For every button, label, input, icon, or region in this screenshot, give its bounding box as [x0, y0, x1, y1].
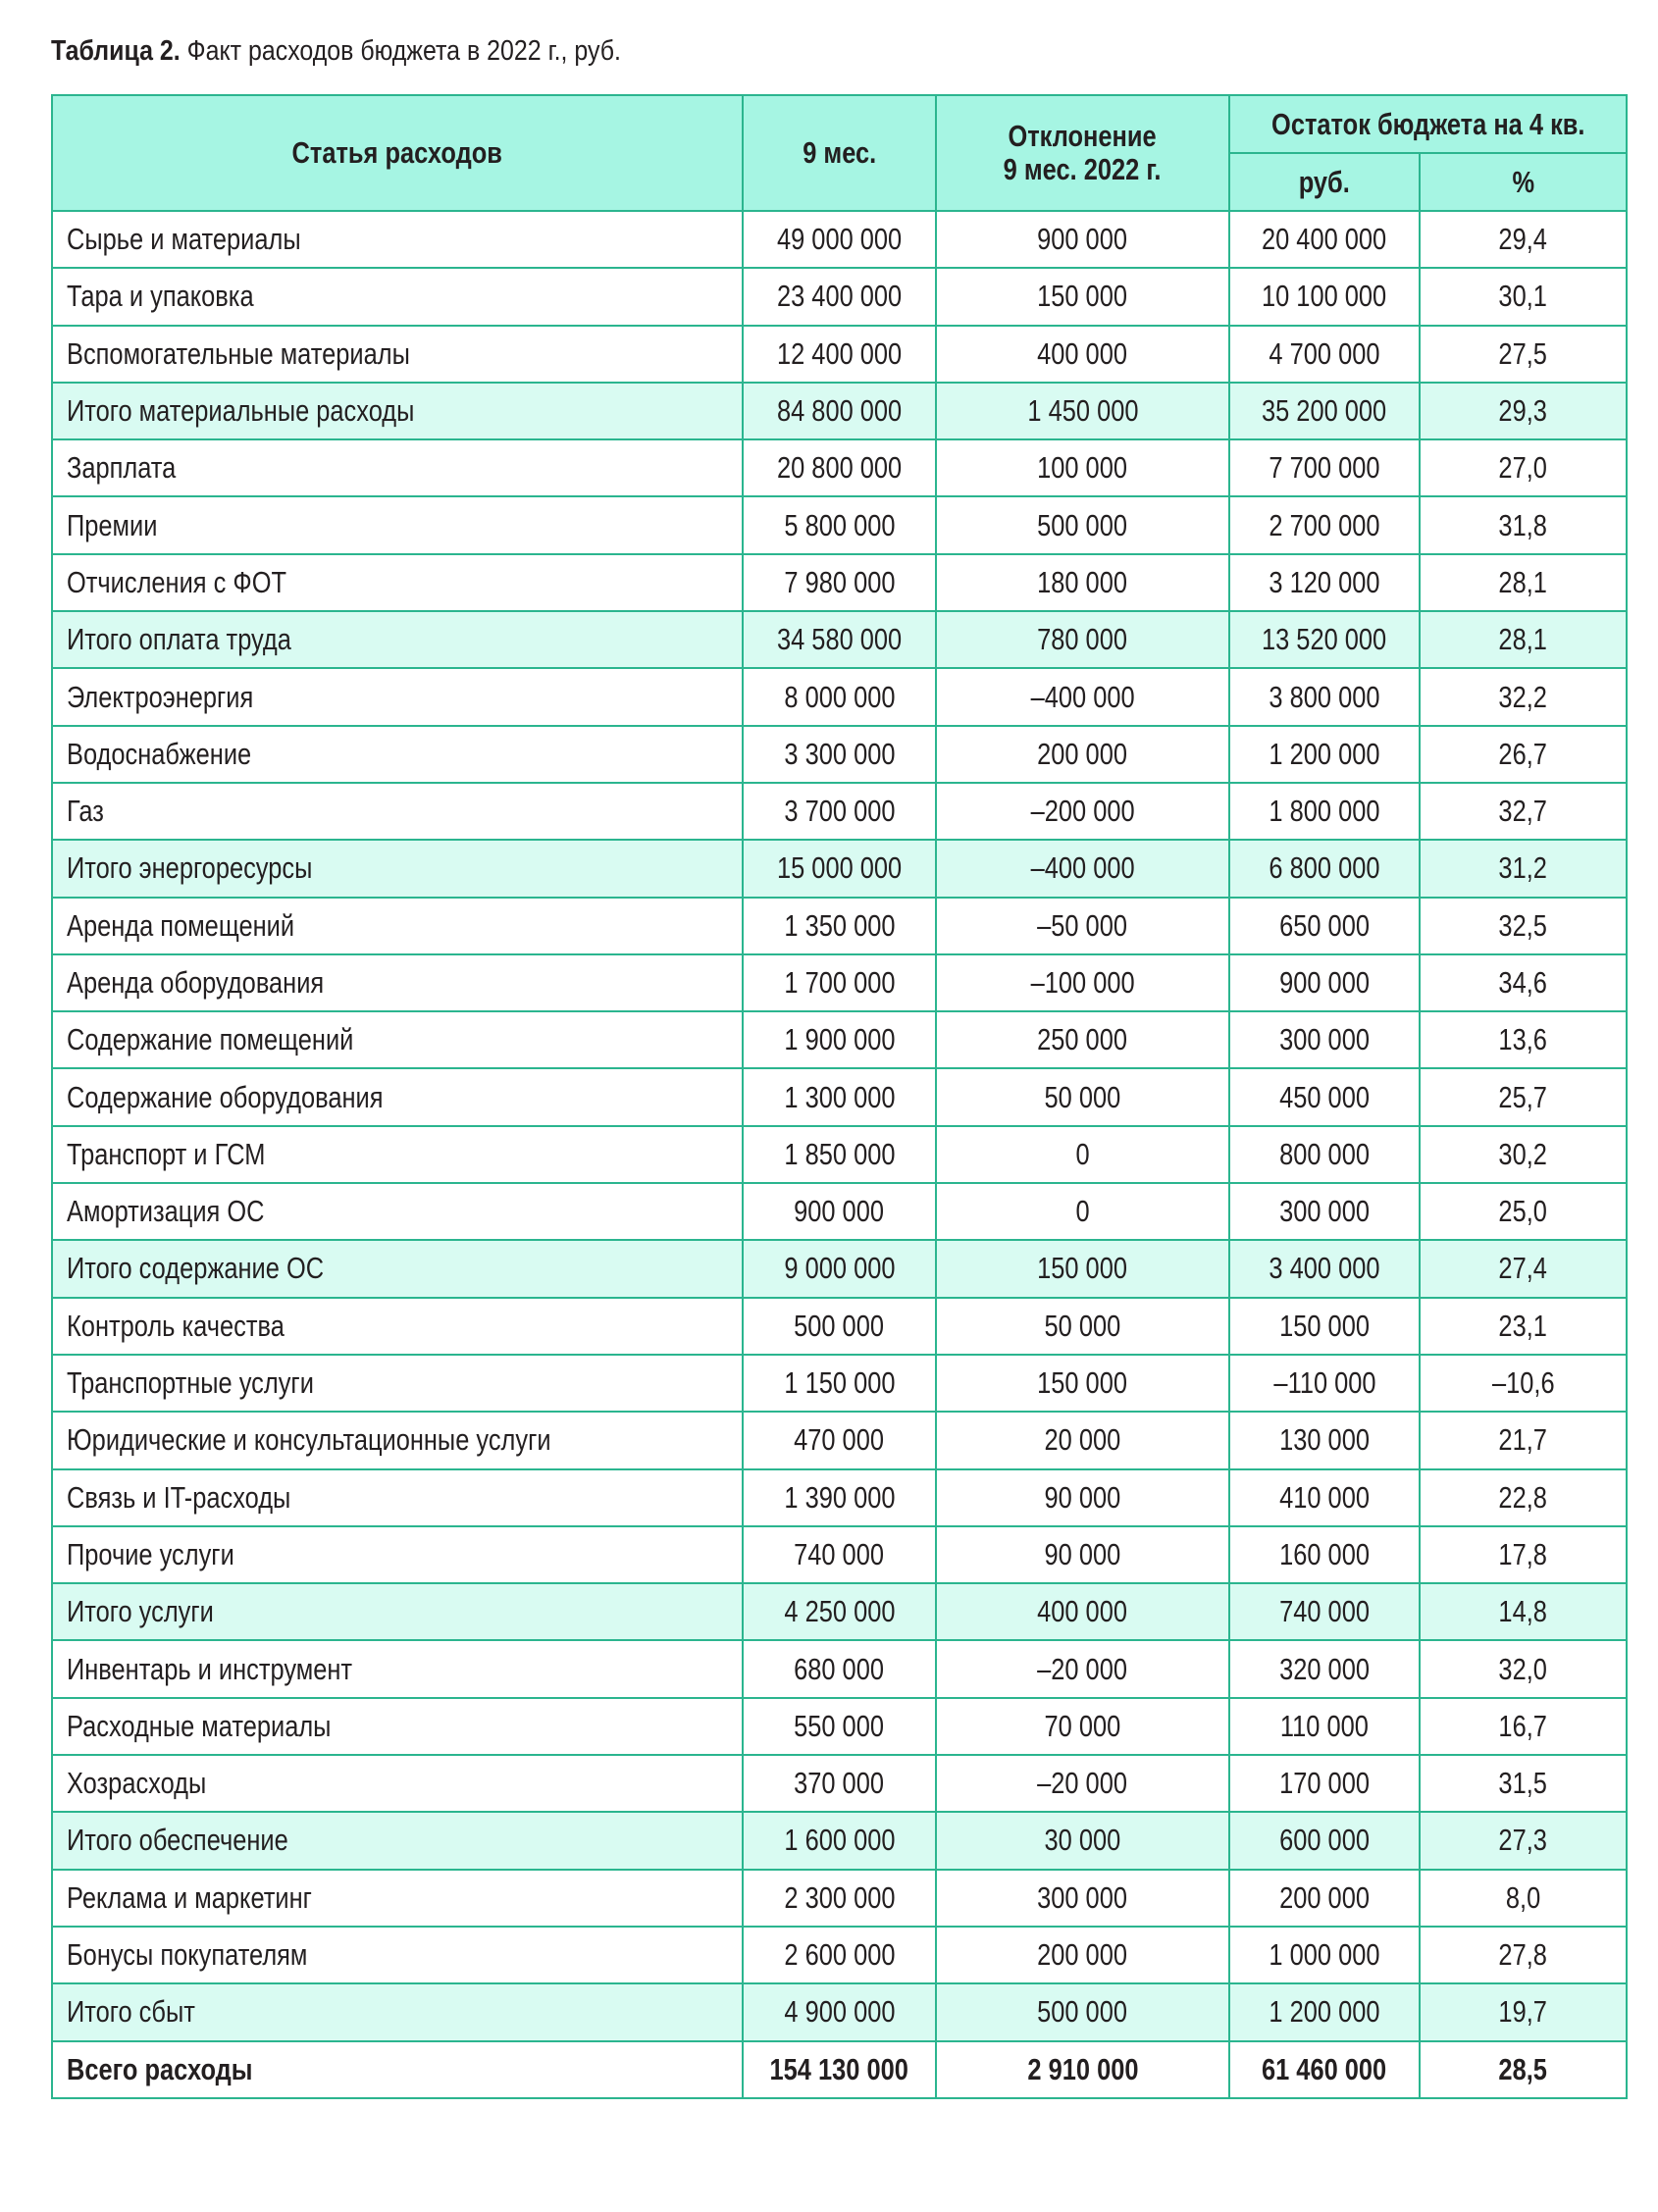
cell-item-name: Реклама и маркетинг: [52, 1870, 743, 1927]
table-row: [52, 1640, 1627, 1697]
cell-deviation: –20 000: [936, 1755, 1229, 1812]
cell-deviation: –400 000: [936, 668, 1229, 725]
cell-item-name: Итого услуги: [52, 1583, 743, 1640]
cell-remainder-percent: 21,7: [1420, 1412, 1627, 1468]
header-deviation: [936, 95, 1229, 211]
cell-remainder-percent: 34,6: [1420, 954, 1627, 1011]
cell-nine-months: 23 400 000: [743, 268, 936, 325]
cell-item-name: Итого энергоресурсы: [52, 840, 743, 897]
cell-item-name: Газ: [52, 783, 743, 840]
cell-deviation: 100 000: [936, 439, 1229, 496]
cell-remainder-rub: 320 000: [1229, 1640, 1420, 1697]
cell-nine-months: 370 000: [743, 1755, 936, 1812]
cell-deviation: 90 000: [936, 1469, 1229, 1526]
cell-item-name: Хозрасходы: [52, 1755, 743, 1812]
cell-remainder-percent: 27,8: [1420, 1927, 1627, 1983]
cell-nine-months: 8 000 000: [743, 668, 936, 725]
cell-remainder-percent: 29,3: [1420, 383, 1627, 439]
table-row: [52, 268, 1627, 325]
cell-remainder-percent: 14,8: [1420, 1583, 1627, 1640]
cell-nine-months: 470 000: [743, 1412, 936, 1468]
subtotal-row: [52, 1983, 1627, 2040]
caption-text: Факт расходов бюджета в 2022 г., руб.: [180, 35, 621, 67]
cell-remainder-percent: 31,2: [1420, 840, 1627, 897]
cell-nine-months: 4 250 000: [743, 1583, 936, 1640]
cell-remainder-percent: 22,8: [1420, 1469, 1627, 1526]
cell-remainder-rub: 1 000 000: [1229, 1927, 1420, 1983]
budget-table: [51, 94, 1628, 2099]
cell-item-name: Амортизация ОС: [52, 1183, 743, 1240]
cell-deviation: 180 000: [936, 554, 1229, 611]
subtotal-row: [52, 611, 1627, 668]
cell-deviation: 0: [936, 1183, 1229, 1240]
cell-remainder-percent: 31,8: [1420, 496, 1627, 553]
cell-item-name: Юридические и консультационные услуги: [52, 1412, 743, 1468]
cell-remainder-rub: 3 400 000: [1229, 1240, 1420, 1297]
table-row: [52, 1011, 1627, 1068]
cell-remainder-percent: 32,7: [1420, 783, 1627, 840]
cell-item-name: Итого обеспечение: [52, 1812, 743, 1869]
cell-item-name: Итого материальные расходы: [52, 383, 743, 439]
cell-remainder-percent: 31,5: [1420, 1755, 1627, 1812]
cell-nine-months: 1 390 000: [743, 1469, 936, 1526]
table-row: [52, 1469, 1627, 1526]
cell-deviation: –100 000: [936, 954, 1229, 1011]
table-row: [52, 1526, 1627, 1583]
table-body: [52, 211, 1627, 2098]
cell-item-name: Содержание оборудования: [52, 1068, 743, 1125]
cell-remainder-percent: 30,1: [1420, 268, 1627, 325]
cell-remainder-percent: 30,2: [1420, 1126, 1627, 1183]
cell-remainder-percent: 27,0: [1420, 439, 1627, 496]
table-row: [52, 1927, 1627, 1983]
cell-deviation: 90 000: [936, 1526, 1229, 1583]
cell-remainder-rub: 1 200 000: [1229, 1983, 1420, 2040]
cell-remainder-percent: 25,0: [1420, 1183, 1627, 1240]
cell-deviation: –50 000: [936, 898, 1229, 954]
cell-remainder-rub: 10 100 000: [1229, 268, 1420, 325]
cell-remainder-percent: 29,4: [1420, 211, 1627, 268]
cell-remainder-rub: 20 400 000: [1229, 211, 1420, 268]
cell-remainder-rub: 61 460 000: [1229, 2041, 1420, 2098]
cell-remainder-percent: 8,0: [1420, 1870, 1627, 1927]
table-row: [52, 1126, 1627, 1183]
cell-nine-months: 2 600 000: [743, 1927, 936, 1983]
cell-item-name: Содержание помещений: [52, 1011, 743, 1068]
cell-remainder-rub: 170 000: [1229, 1755, 1420, 1812]
cell-remainder-percent: 27,3: [1420, 1812, 1627, 1869]
cell-remainder-rub: 900 000: [1229, 954, 1420, 1011]
cell-item-name: Премии: [52, 496, 743, 553]
cell-deviation: 150 000: [936, 1240, 1229, 1297]
table-caption: [51, 31, 621, 71]
cell-remainder-rub: –110 000: [1229, 1355, 1420, 1412]
table-row: [52, 1355, 1627, 1412]
cell-nine-months: 2 300 000: [743, 1870, 936, 1927]
subtotal-row: [52, 383, 1627, 439]
cell-deviation: –20 000: [936, 1640, 1229, 1697]
table-row: [52, 668, 1627, 725]
cell-item-name: Аренда оборудования: [52, 954, 743, 1011]
cell-nine-months: 500 000: [743, 1298, 936, 1355]
cell-remainder-percent: 13,6: [1420, 1011, 1627, 1068]
subtotal-row: [52, 1583, 1627, 1640]
cell-nine-months: 1 300 000: [743, 1068, 936, 1125]
cell-remainder-rub: 3 120 000: [1229, 554, 1420, 611]
table-row: [52, 898, 1627, 954]
table-row: [52, 1870, 1627, 1927]
table-row: [52, 783, 1627, 840]
cell-nine-months: 1 600 000: [743, 1812, 936, 1869]
cell-deviation: 500 000: [936, 496, 1229, 553]
cell-item-name: Электроэнергия: [52, 668, 743, 725]
cell-remainder-rub: 410 000: [1229, 1469, 1420, 1526]
cell-remainder-rub: 150 000: [1229, 1298, 1420, 1355]
cell-nine-months: 1 850 000: [743, 1126, 936, 1183]
cell-nine-months: 5 800 000: [743, 496, 936, 553]
table-row: [52, 1698, 1627, 1755]
table-row: [52, 1412, 1627, 1468]
cell-remainder-rub: 7 700 000: [1229, 439, 1420, 496]
caption-label: Таблица 2.: [51, 35, 181, 67]
cell-remainder-percent: 16,7: [1420, 1698, 1627, 1755]
cell-item-name: Прочие услуги: [52, 1526, 743, 1583]
cell-remainder-rub: 650 000: [1229, 898, 1420, 954]
cell-remainder-percent: 25,7: [1420, 1068, 1627, 1125]
cell-nine-months: 7 980 000: [743, 554, 936, 611]
cell-deviation: –400 000: [936, 840, 1229, 897]
cell-deviation: 200 000: [936, 1927, 1229, 1983]
cell-remainder-percent: 17,8: [1420, 1526, 1627, 1583]
cell-nine-months: 3 700 000: [743, 783, 936, 840]
cell-remainder-percent: –10,6: [1420, 1355, 1627, 1412]
cell-item-name: Бонусы покупателям: [52, 1927, 743, 1983]
table-row: [52, 554, 1627, 611]
cell-deviation: 30 000: [936, 1812, 1229, 1869]
cell-deviation: 70 000: [936, 1698, 1229, 1755]
cell-item-name: Транспортные услуги: [52, 1355, 743, 1412]
cell-remainder-rub: 3 800 000: [1229, 668, 1420, 725]
header-percent: %: [1420, 153, 1627, 211]
cell-nine-months: 15 000 000: [743, 840, 936, 897]
header-rub: руб.: [1229, 153, 1420, 211]
cell-deviation: 400 000: [936, 1583, 1229, 1640]
cell-remainder-percent: 27,5: [1420, 326, 1627, 383]
header-nine-months: 9 мес.: [743, 95, 936, 211]
cell-nine-months: 1 350 000: [743, 898, 936, 954]
cell-item-name: Контроль качества: [52, 1298, 743, 1355]
cell-deviation: 500 000: [936, 1983, 1229, 2040]
table-row: [52, 1183, 1627, 1240]
cell-nine-months: 9 000 000: [743, 1240, 936, 1297]
cell-remainder-percent: 32,0: [1420, 1640, 1627, 1697]
cell-remainder-rub: 1 800 000: [1229, 783, 1420, 840]
cell-remainder-percent: 28,5: [1420, 2041, 1627, 2098]
cell-remainder-percent: 26,7: [1420, 726, 1627, 783]
cell-deviation: 900 000: [936, 211, 1229, 268]
cell-item-name: Итого оплата труда: [52, 611, 743, 668]
table-header-row: [52, 95, 1627, 153]
cell-nine-months: 34 580 000: [743, 611, 936, 668]
cell-remainder-percent: 32,2: [1420, 668, 1627, 725]
cell-deviation: 50 000: [936, 1298, 1229, 1355]
cell-nine-months: 1 900 000: [743, 1011, 936, 1068]
subtotal-row: [52, 840, 1627, 897]
cell-deviation: 200 000: [936, 726, 1229, 783]
cell-item-name: Зарплата: [52, 439, 743, 496]
cell-item-name: Транспорт и ГСМ: [52, 1126, 743, 1183]
cell-nine-months: 154 130 000: [743, 2041, 936, 2098]
cell-item-name: Расходные материалы: [52, 1698, 743, 1755]
cell-remainder-percent: 28,1: [1420, 554, 1627, 611]
cell-remainder-rub: 110 000: [1229, 1698, 1420, 1755]
cell-remainder-percent: 32,5: [1420, 898, 1627, 954]
cell-item-name: Инвентарь и инструмент: [52, 1640, 743, 1697]
table-row: [52, 954, 1627, 1011]
table-row: [52, 211, 1627, 268]
cell-nine-months: 84 800 000: [743, 383, 936, 439]
cell-deviation: 50 000: [936, 1068, 1229, 1125]
header-remainder: Остаток бюджета на 4 кв.: [1229, 95, 1627, 153]
cell-deviation: 20 000: [936, 1412, 1229, 1468]
header-deviation-line1: Отклонение: [1008, 119, 1158, 153]
cell-remainder-rub: 800 000: [1229, 1126, 1420, 1183]
table-row: [52, 1068, 1627, 1125]
cell-item-name: Связь и IT-расходы: [52, 1469, 743, 1526]
cell-item-name: Отчисления с ФОТ: [52, 554, 743, 611]
cell-remainder-percent: 28,1: [1420, 611, 1627, 668]
cell-nine-months: 740 000: [743, 1526, 936, 1583]
cell-deviation: 2 910 000: [936, 2041, 1229, 2098]
cell-item-name: Итого содержание ОС: [52, 1240, 743, 1297]
table-row: [52, 1298, 1627, 1355]
header-item: Статья расходов: [52, 95, 743, 211]
table-row: [52, 439, 1627, 496]
cell-nine-months: 4 900 000: [743, 1983, 936, 2040]
cell-remainder-rub: 130 000: [1229, 1412, 1420, 1468]
cell-item-name: Всего расходы: [52, 2041, 743, 2098]
cell-remainder-rub: 35 200 000: [1229, 383, 1420, 439]
cell-remainder-rub: 160 000: [1229, 1526, 1420, 1583]
cell-item-name: Тара и упаковка: [52, 268, 743, 325]
cell-deviation: –200 000: [936, 783, 1229, 840]
total-row: [52, 2041, 1627, 2098]
cell-remainder-rub: 300 000: [1229, 1011, 1420, 1068]
cell-remainder-rub: 600 000: [1229, 1812, 1420, 1869]
cell-remainder-rub: 1 200 000: [1229, 726, 1420, 783]
cell-remainder-rub: 200 000: [1229, 1870, 1420, 1927]
cell-deviation: 150 000: [936, 1355, 1229, 1412]
cell-deviation: 0: [936, 1126, 1229, 1183]
cell-remainder-percent: 23,1: [1420, 1298, 1627, 1355]
table-row: [52, 1755, 1627, 1812]
cell-nine-months: 900 000: [743, 1183, 936, 1240]
cell-item-name: Вспомогательные материалы: [52, 326, 743, 383]
table-row: [52, 726, 1627, 783]
cell-deviation: 250 000: [936, 1011, 1229, 1068]
cell-remainder-rub: 4 700 000: [1229, 326, 1420, 383]
cell-deviation: 300 000: [936, 1870, 1229, 1927]
cell-deviation: 1 450 000: [936, 383, 1229, 439]
cell-nine-months: 20 800 000: [743, 439, 936, 496]
table-row: [52, 326, 1627, 383]
cell-remainder-rub: 300 000: [1229, 1183, 1420, 1240]
cell-nine-months: 1 700 000: [743, 954, 936, 1011]
cell-nine-months: 49 000 000: [743, 211, 936, 268]
table-row: [52, 496, 1627, 553]
cell-deviation: 150 000: [936, 268, 1229, 325]
cell-remainder-rub: 2 700 000: [1229, 496, 1420, 553]
cell-remainder-rub: 450 000: [1229, 1068, 1420, 1125]
cell-deviation: 780 000: [936, 611, 1229, 668]
cell-nine-months: 12 400 000: [743, 326, 936, 383]
cell-nine-months: 550 000: [743, 1698, 936, 1755]
cell-remainder-percent: 27,4: [1420, 1240, 1627, 1297]
cell-item-name: Сырье и материалы: [52, 211, 743, 268]
cell-item-name: Итого сбыт: [52, 1983, 743, 2040]
cell-nine-months: 680 000: [743, 1640, 936, 1697]
cell-nine-months: 3 300 000: [743, 726, 936, 783]
cell-nine-months: 1 150 000: [743, 1355, 936, 1412]
subtotal-row: [52, 1240, 1627, 1297]
header-deviation-line2: 9 мес. 2022 г.: [1004, 152, 1162, 186]
cell-remainder-rub: 740 000: [1229, 1583, 1420, 1640]
cell-remainder-rub: 6 800 000: [1229, 840, 1420, 897]
cell-item-name: Аренда помещений: [52, 898, 743, 954]
cell-remainder-percent: 19,7: [1420, 1983, 1627, 2040]
cell-deviation: 400 000: [936, 326, 1229, 383]
cell-item-name: Водоснабжение: [52, 726, 743, 783]
subtotal-row: [52, 1812, 1627, 1869]
cell-remainder-rub: 13 520 000: [1229, 611, 1420, 668]
